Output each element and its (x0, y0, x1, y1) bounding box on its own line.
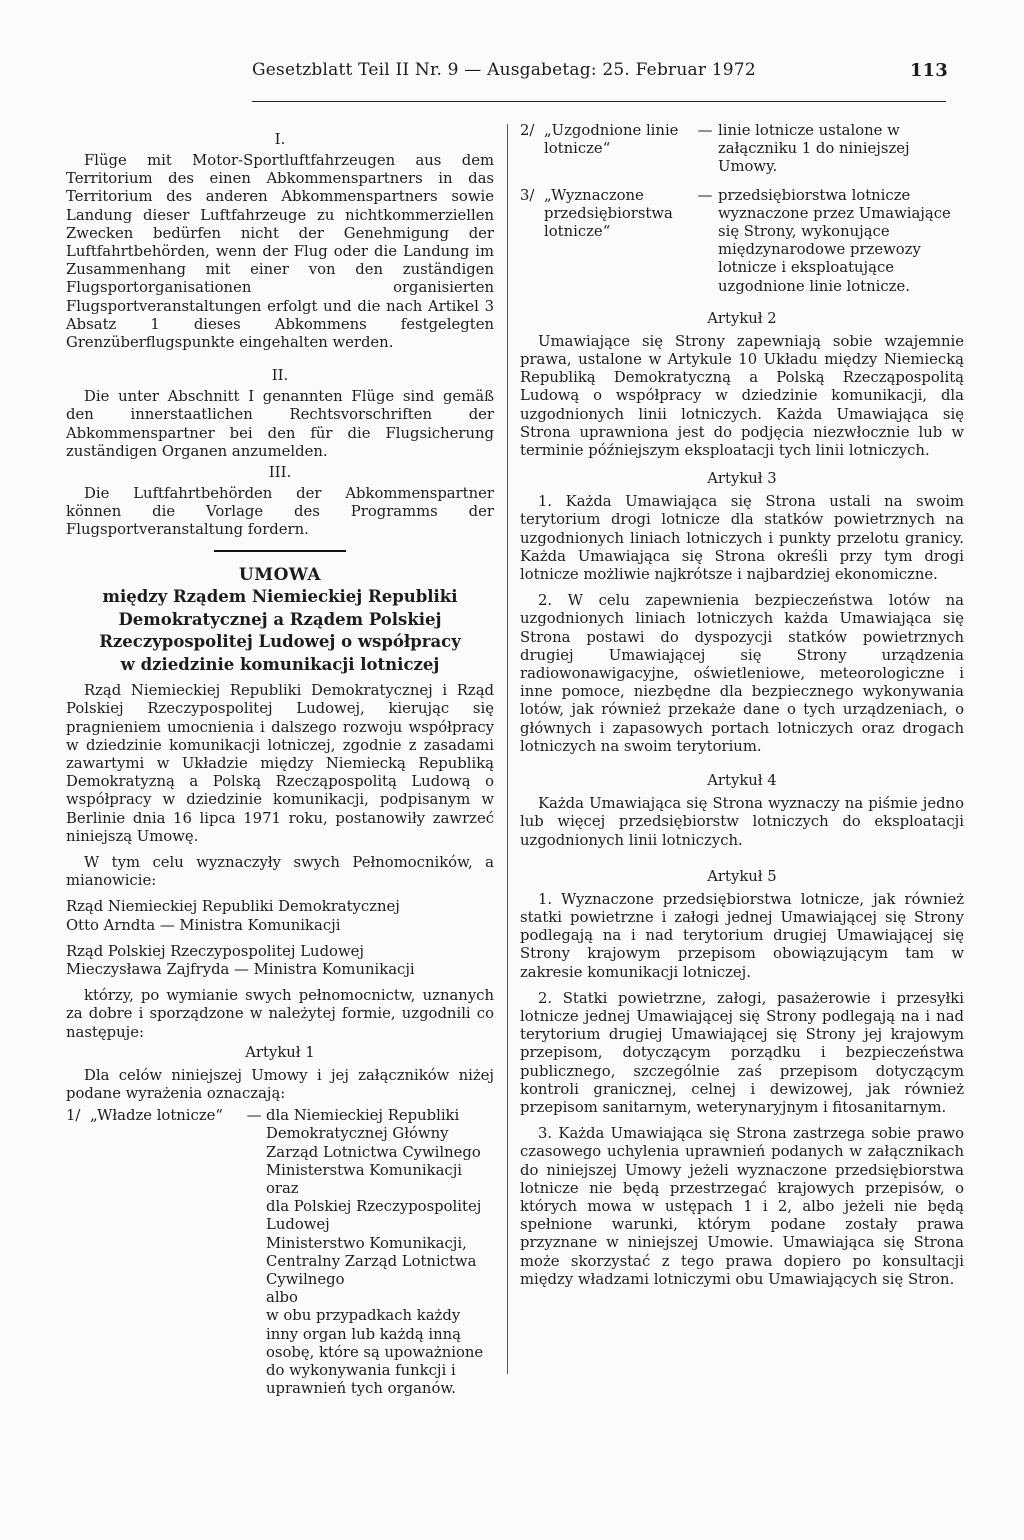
pl-representative: Mieczysława Zajfryda — Ministra Komunikacji (66, 961, 415, 978)
article-4-title: Artykuł 4 (707, 772, 777, 790)
gdr-representative: Otto Arndta — Ministra Komunikacji (66, 916, 341, 934)
definition-1-line: dla Niemieckiej Republiki (266, 1107, 460, 1125)
section-1-text: Flüge mit Motor-Sportluftfahrzeugen aus dem Territorium des einen Abkommenspartners in das Territorium des anderen Abkommenspartners sowie Landung dieser Luftfahrzeuge zu nichtkommerziellen Zwecken bedürfen nicht der Genehmigung der Luftfahrtbehörden, wenn der Flug oder die Landung im Zusammenhang mit einer von den zuständigen Flugsportorganisationen organisierten Flugsportveranstaltungen erfolgt und die nach Artikel 3 Absatz 1 dieses Abkommens festgelegten Grenzüberflugspunkte eingehalten werden. (66, 152, 494, 352)
section-3-text: Die Luftfahrtbehörden der Abkommenspartner können die Vorlage des Programms der Flugsportveranstaltung fordern. (66, 485, 494, 539)
after-signature-text: którzy, po wymianie swych pełnomocnictw, uznanych za dobre i sporządzone w należytej formie, uzgodnili co następuje: (66, 987, 494, 1041)
definition-2-dash: — (697, 122, 713, 139)
definition-1-number: 1/ (66, 1107, 81, 1125)
section-2-text: Die unter Abschnitt I genannten Flüge sind gemäß den innerstaatlichen Rechtsvorschriften der Abkommenspartner bei den für die Flugsicherung zuständigen Organen anzumelden. (66, 388, 494, 460)
treaty-title-line-4: Rzeczypospolitej Ludowej o współpracy (99, 632, 461, 652)
page-number: 113 (909, 60, 948, 81)
pl-government: Rząd Polskiej Rzeczypospolitej Ludowej (66, 942, 364, 960)
section-separator (214, 550, 346, 552)
treaty-title-line-5: w dziedzinie komunikacji lotniczej (120, 654, 440, 674)
left-column (66, 130, 494, 1398)
article-4-text: Każda Umawiająca się Strona wyznaczy na piśmie jedno lub więcej przedsiębiorstw lotniczych do eksploatacji uzgodnionych linii lotniczych. (520, 795, 964, 849)
right-column (520, 122, 964, 1289)
definition-3 (520, 187, 964, 296)
treaty-title (66, 564, 494, 677)
section-2-number: II. (271, 366, 289, 385)
article-1-intro: Dla celów niniejszej Umowy i jej załączników niżej podane wyrażenia oznaczają: (66, 1066, 494, 1103)
definition-1-line: Demokratycznej Główny Zarząd Lotnictwa Cywilnego (266, 1125, 481, 1161)
section-1-number: I. (274, 130, 286, 148)
treaty-title-line-2: między Rządem Niemieckiej Republiki (102, 587, 458, 607)
definition-3-description: przedsiębiorstwa lotnicze wyznaczone przez Umawiające się Strony, wykonujące międzynarodowe przewozy lotnicze i eksploatujące uzgodnione linie lotnicze. (718, 186, 951, 295)
header-rule (252, 101, 946, 102)
definition-1-line: dla Polskiej Rzeczypospolitej (266, 1198, 482, 1216)
definition-2-term: „Uzgodnione linie lotnicze“ (544, 122, 679, 158)
preamble: Rząd Niemieckiej Republiki Demokratycznej i Rząd Polskiej Rzeczypospolitej Ludowej, kierując się pragnieniem umocnienia i dalszego rozwoju współpracy w dziedzinie komunikacji lotniczej, zgodnie z zasadami zawartymi w Układzie między Niemiecką Republiką Demokratyzną a Polską Rzecząpospolitą Ludową o współpracy w dziedzinie komunikacji, podpisanym w Berlinie dnia 16 lipca 1971 roku, postanowiły zawrzeć niniejszą Umowę. (66, 682, 494, 845)
definition-2-number: 2/ (520, 122, 535, 139)
article-5-paragraph-2: 2. Statki powietrzne, załogi, pasażerowie i przesyłki lotnicze jednej Umawiającej się Strony podlegają na i nad terytorium drugiej Umawiającej się Strony jej krajowym przepisom, dotyczącym porządku i bezpieczeństwa publicznego, szczególnie zaś przepisom dotyczącym kontroli granicznej, celnej i dewizowej, jak również przepisom sanitarnym, weterynaryjnym i fitosanitarnym. (520, 989, 964, 1116)
definition-1-line: Centralny Zarząd Lotnictwa (266, 1252, 477, 1270)
definition-1-description (266, 1107, 494, 1398)
treaty-title-line-3: Demokratycznej a Rządem Polskiej (118, 609, 442, 629)
definition-1-dash: — (246, 1107, 262, 1125)
article-5-title: Artykuł 5 (707, 867, 777, 885)
definition-1 (66, 1107, 494, 1398)
article-3-paragraph-1: 1. Każda Umawiająca się Strona ustali na swoim terytorium drogi lotnicze dla statków powietrznych na uzgodnionych liniach lotniczych i punkty przelotu granicy. Każda Umawiająca się Strona określi przy tym drogi lotnicze możliwie najkrótsze i najbardziej ekonomiczne. (520, 493, 964, 584)
column-rule (507, 124, 508, 1374)
definition-2 (520, 122, 964, 177)
definition-1-line: Ministerstwo Komunikacji, (266, 1234, 467, 1252)
plenipotentiaries (66, 898, 494, 979)
appointment-text: W tym celu wyznaczyły swych Pełnomocników, a mianowicie: (66, 853, 494, 890)
article-1-title: Artykuł 1 (245, 1043, 315, 1061)
definition-1-line: Cywilnego (266, 1271, 345, 1289)
article-3-title: Artykuł 3 (707, 470, 777, 488)
article-2-text: Umawiające się Strony zapewniają sobie wzajemnie prawa, ustalone w Artykule 10 Układu między Niemiecką Republiką Demokratyczną a Polską Rzecząpospolitą Ludową o współpracy w dziedzinie komunikacji, dla uzgodnionych linii lotniczych. Każda Umawiająca się Strona uprawniona jest do podjęcia niezwłocznie lub w terminie późniejszym eksploatacji tych linii lotniczych. (520, 332, 964, 460)
definition-1-line: oraz (266, 1180, 299, 1198)
definition-1-term: „Władze lotnicze“ (90, 1107, 223, 1125)
article-3-paragraph-2: 2. W celu zapewnienia bezpieczeństwa lotów na uzgodnionych liniach lotniczych każda Umawiająca się Strona postawi do dyspozycji statków powietrznych drugiej Umawiającej się Strony urządzenia radiowonawigacyjne, oświetleniowe, meteorologiczne i inne pomoce, niezbędne dla bezpiecznego wykonywania lotów, jak również przekaże dane o tych urządzeniach, o głównych i zapasowych portach lotniczych oraz drogach lotniczych na swoim terytorium. (520, 592, 964, 755)
gdr-government: Rząd Niemieckiej Republiki Demokratycznej (66, 898, 400, 916)
definition-1-line: Ludowej (266, 1216, 330, 1234)
definition-1-line: albo (266, 1289, 298, 1307)
definition-1-line: w obu przypadkach każdy inny organ lub każdą inną osobę, które są upoważnione do wykonywania funkcji i uprawnień tych organów. (266, 1307, 484, 1398)
definition-3-term: „Wyznaczone przedsiębiorstwa lotnicze“ (544, 186, 673, 241)
article-5-paragraph-3: 3. Każda Umawiająca się Strona zastrzega sobie prawo czasowego uchylenia uprawnień podanych w załącznikach do niniejszej Umowy jeżeli wyznaczone przedsiębiorstwa lotnicze nie będą przestrzegać krajowych przepisów, o których mowa w ustępach 1 i 2, albo jeżeli nie będą spełnione warunki, którym podane zostały prawa przyznane w niniejszej Umowie. Umawiająca się Strona może skorzystać z tego prawa dopiero po konsultacji między władzami lotniczymi obu Umawiających się Stron. (520, 1125, 964, 1288)
definition-1-line: Ministerstwa Komunikacji (266, 1161, 463, 1179)
header-title: Gesetzblatt Teil II Nr. 9 — Ausgabetag: 25. Februar 1972 (252, 60, 756, 80)
treaty-title-line-1: UMOWA (238, 564, 322, 585)
section-3-number: III. (268, 463, 292, 482)
page-header (252, 60, 952, 80)
definition-3-number: 3/ (520, 186, 535, 204)
definition-2-description: linie lotnicze ustalone w załączniku 1 do niniejszej Umowy. (718, 122, 910, 176)
article-2-title: Artykuł 2 (707, 309, 777, 327)
article-5-paragraph-1: 1. Wyznaczone przedsiębiorstwa lotnicze, jak również statki powietrzne i załogi jednej Umawiającej się Strony podlegają na i nad terytorium drugiej Umawiającej się Strony krajowym przepisom obowiązującym tam w zakresie komunikacji lotniczej. (520, 890, 964, 981)
definition-3-dash: — (697, 186, 713, 204)
